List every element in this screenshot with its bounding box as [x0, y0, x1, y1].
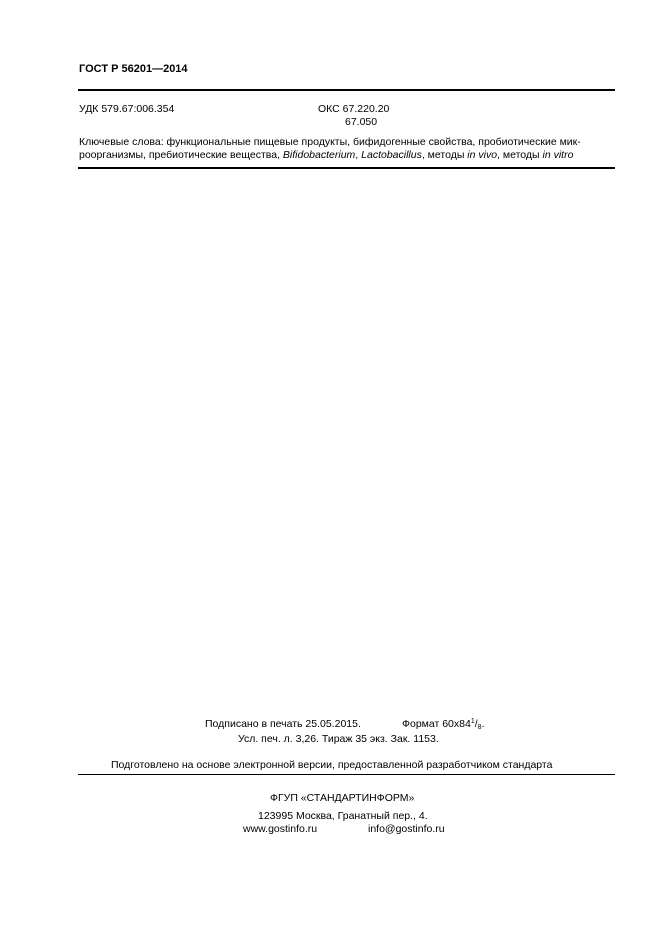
keyword-in-vitro: in vitro	[542, 149, 574, 161]
publisher-website: www.gostinfo.ru	[243, 823, 318, 835]
keywords-text-g: , методы	[497, 149, 543, 161]
bottom-rule	[78, 774, 615, 775]
standard-number: ГОСТ Р 56201—2014	[79, 63, 188, 75]
signed-date: Подписано в печать 25.05.2015.	[205, 718, 361, 730]
prepared-note: Подготовлено на основе электронной версии, предоставленной разработчиком стандарта	[111, 759, 553, 771]
keywords-text-a: роорганизмы, пребиотические вещества,	[79, 149, 283, 161]
keywords-line-2	[79, 149, 573, 161]
keywords-line-1: Ключевые слова: функциональные пищевые продукты, бифидогенные свойства, пробиотические мик-	[79, 136, 581, 148]
print-info: Усл. печ. л. 3,26. Тираж 35 экз. Зак. 1153.	[238, 733, 439, 745]
format-denominator: 8	[477, 724, 482, 731]
paper-format	[402, 718, 484, 731]
top-rule	[78, 89, 615, 91]
format-separator: /	[474, 718, 478, 730]
publisher-email: info@gostinfo.ru	[368, 823, 445, 835]
oks-code-2: 67.050	[345, 116, 378, 128]
keywords-text-e: , методы	[421, 149, 468, 161]
keywords-text-c: ,	[355, 149, 362, 161]
publisher-address: 123995 Москва, Гранатный пер., 4.	[258, 810, 428, 822]
keyword-bifidobacterium: Bifidobacterium	[282, 149, 356, 161]
format-suffix: .	[481, 718, 485, 730]
format-numerator: 1	[470, 718, 475, 725]
udk-code: УДК 579.67:006.354	[79, 103, 175, 115]
publisher-name: ФГУП «СТАНДАРТИНФОРМ»	[270, 792, 415, 804]
format-prefix: Формат 60х84	[402, 718, 471, 730]
middle-rule	[78, 167, 615, 169]
oks-code-1: ОКС 67.220.20	[318, 103, 390, 115]
keyword-lactobacillus: Lactobacillus	[361, 149, 422, 161]
keyword-in-vivo: in vivo	[467, 149, 498, 161]
